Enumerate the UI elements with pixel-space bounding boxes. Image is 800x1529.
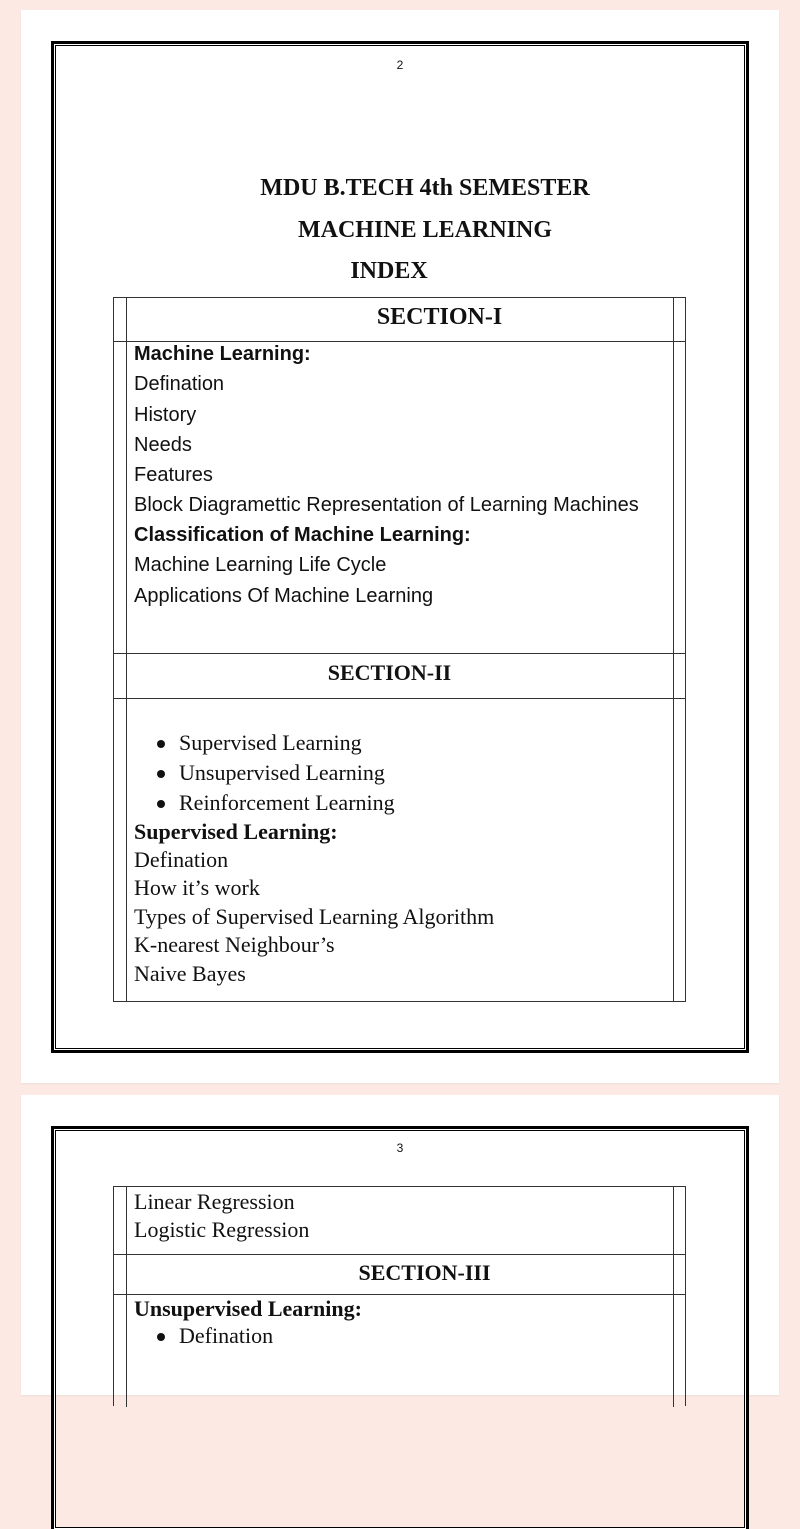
list-item: Types of Supervised Learning Algorithm	[134, 904, 495, 929]
title-line-2: MACHINE LEARNING	[297, 217, 552, 243]
list-item: Naive Bayes	[134, 961, 246, 986]
list-item: History	[134, 404, 197, 426]
list-item: K-nearest Neighbour’s	[134, 932, 335, 957]
list-item: Needs	[134, 434, 192, 456]
title-line-3: INDEX	[350, 258, 428, 284]
list-item: Supervised Learning:	[134, 819, 338, 844]
list-item: Block Diagramettic Representation of Learning Machines	[134, 494, 639, 516]
list-item: Defination	[134, 847, 229, 872]
list-item: How it’s work	[134, 875, 260, 900]
list-item: Unsupervised Learning:	[134, 1296, 362, 1321]
document-page-3: 3 SECTION-III Linear Regression Logistic Regression Unsupervised Learning: Defination	[21, 1095, 779, 1395]
bullet-icon	[157, 800, 165, 808]
list-item: Features	[134, 464, 213, 486]
page-number: 2	[396, 58, 404, 72]
list-item: Defination	[134, 373, 225, 395]
section-2-heading: SECTION-II	[327, 660, 452, 685]
list-item: Classification of Machine Learning:	[134, 524, 471, 546]
document-page-2: 2 MDU B.TECH 4th SEMESTER MACHINE LEARNING INDEX SECTION-I SECTION-II Machine Learning: Defination History Needs Features Block Diagramettic Representation of Learning Machines Classification of Machine Learning: Machine Learning Life Cycle Applications Of Machine Learning Supervised Learning Unsupervised Learning Reinforcement Learning Supervised Learning: Defination How it’s work Types of Supervised Learning Algorithm K-nearest Neighbour’s Naive Bayes	[21, 10, 779, 1083]
title-line-1: MDU B.TECH 4th SEMESTER	[260, 175, 590, 201]
list-item: Linear Regression	[134, 1189, 295, 1214]
bullet-icon	[157, 740, 165, 748]
bullet-icon	[157, 770, 165, 778]
list-item: Logistic Regression	[134, 1217, 310, 1242]
section-3-heading: SECTION-III	[358, 1260, 491, 1285]
list-item: Machine Learning:	[134, 343, 311, 365]
list-item: Applications Of Machine Learning	[134, 585, 434, 607]
page-number: 3	[396, 1141, 404, 1155]
section-1-heading: SECTION-I	[376, 304, 503, 330]
list-item: Machine Learning Life Cycle	[134, 554, 387, 576]
